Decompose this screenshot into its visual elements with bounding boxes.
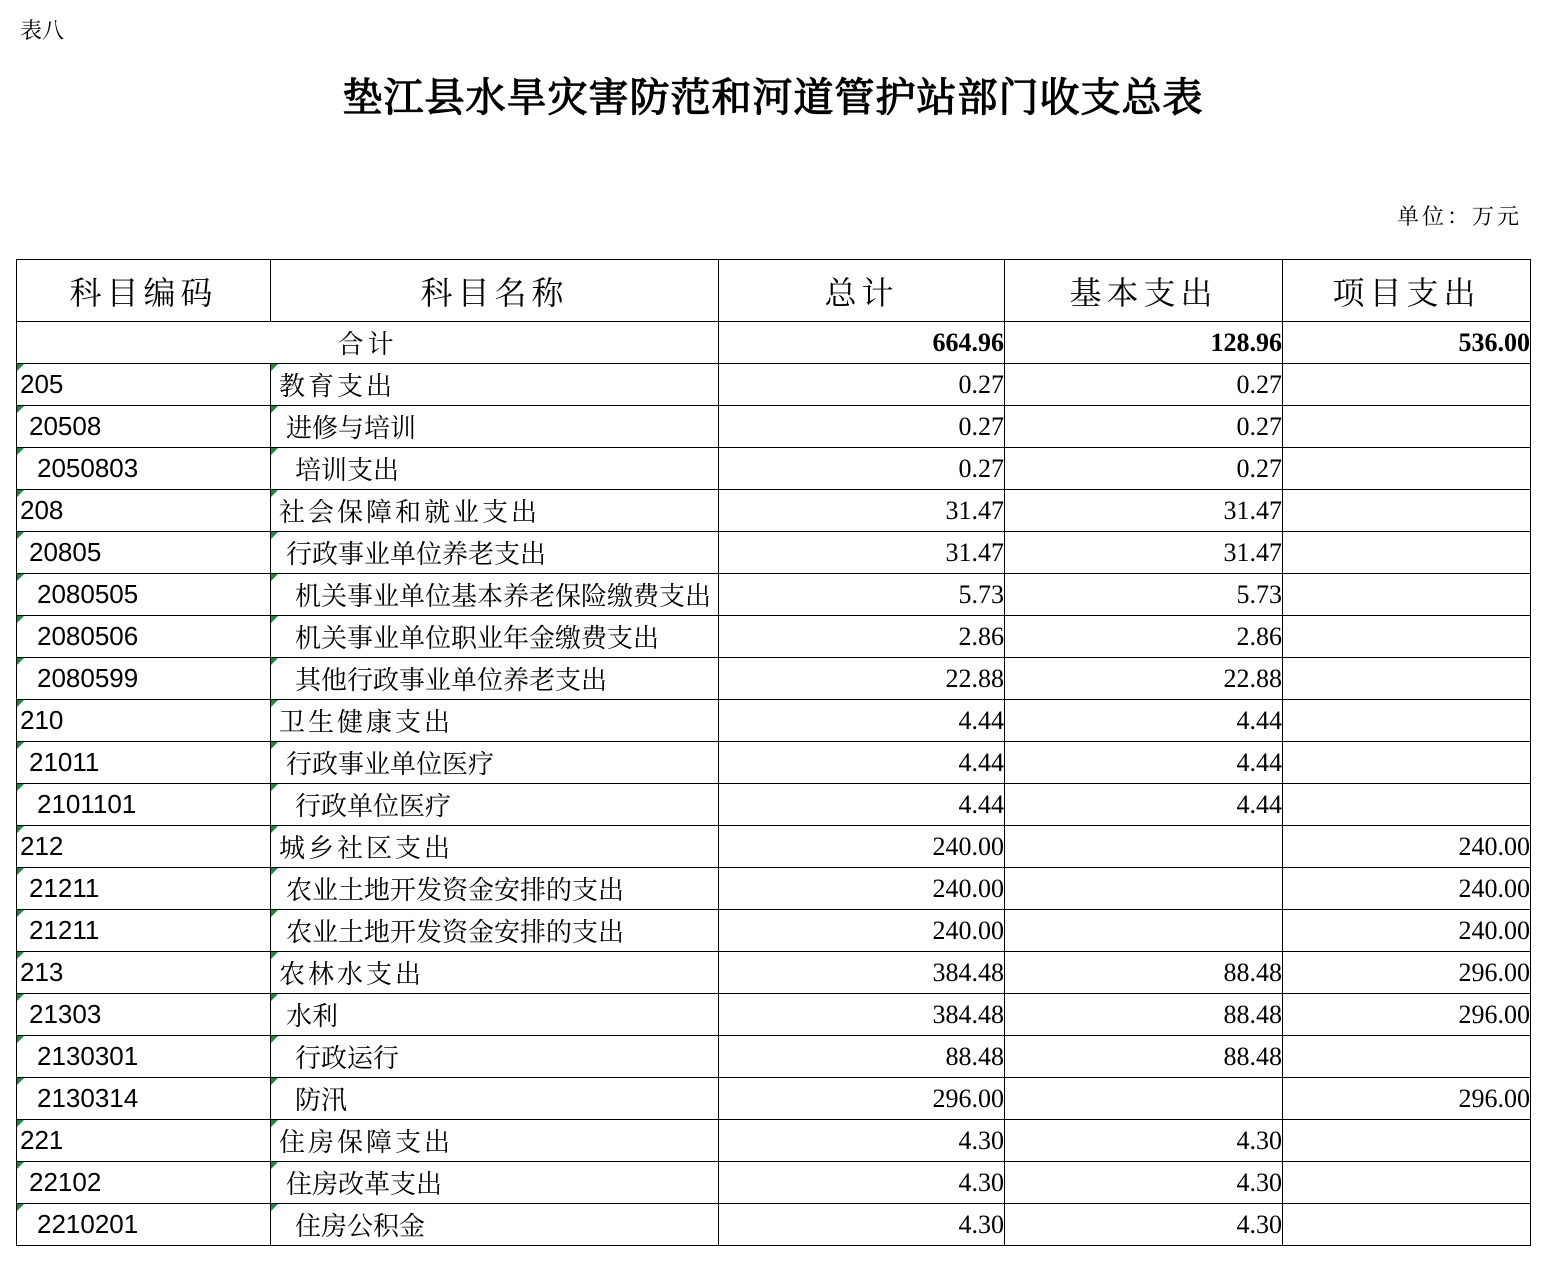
- basic-expenditure-cell: 0.27: [1005, 448, 1283, 490]
- table-row: [17, 448, 1531, 490]
- basic-expenditure-cell: 88.48: [1005, 1036, 1283, 1078]
- total-cell: 4.44: [719, 784, 1005, 826]
- project-expenditure-cell: [1283, 364, 1531, 406]
- project-expenditure-cell: 296.00: [1283, 994, 1531, 1036]
- basic-expenditure-cell: 2.86: [1005, 616, 1283, 658]
- basic-expenditure-cell: [1005, 826, 1283, 868]
- subject-code-cell: 2130301: [17, 1036, 271, 1078]
- subject-code-cell: 205: [17, 364, 271, 406]
- unit-label: 单位：万元: [1396, 205, 1522, 230]
- subject-code-cell: 21211: [17, 910, 271, 952]
- table-row: [17, 952, 1531, 994]
- table-row: [17, 700, 1531, 742]
- project-expenditure-cell: [1283, 1204, 1531, 1246]
- basic-expenditure-cell: 31.47: [1005, 532, 1283, 574]
- basic-expenditure-cell: 4.44: [1005, 784, 1283, 826]
- project-expenditure-cell: [1283, 1162, 1531, 1204]
- subject-name-cell: 行政事业单位养老支出: [271, 532, 719, 574]
- total-cell: 88.48: [719, 1036, 1005, 1078]
- project-expenditure-cell: [1283, 1036, 1531, 1078]
- subject-name-cell: 行政运行: [271, 1036, 719, 1078]
- project-expenditure-cell: 240.00: [1283, 868, 1531, 910]
- subject-code-cell: 22102: [17, 1162, 271, 1204]
- table-row: [17, 994, 1531, 1036]
- project-expenditure-cell: 296.00: [1283, 1078, 1531, 1120]
- total-cell: 4.44: [719, 742, 1005, 784]
- column-header-basic: 基本支出: [1005, 260, 1283, 322]
- subject-name-cell: 其他行政事业单位养老支出: [271, 658, 719, 700]
- subject-name-cell: 农业土地开发资金安排的支出: [271, 868, 719, 910]
- budget-table: [16, 259, 1531, 1246]
- basic-expenditure-cell: 4.30: [1005, 1120, 1283, 1162]
- project-expenditure-cell: [1283, 448, 1531, 490]
- subject-name-cell: 行政事业单位医疗: [271, 742, 719, 784]
- total-cell: 4.30: [719, 1204, 1005, 1246]
- total-total-cell: 664.96: [719, 322, 1005, 364]
- subject-code-cell: 2130314: [17, 1078, 271, 1120]
- column-header-project: 项目支出: [1283, 260, 1531, 322]
- total-label: 合计: [17, 322, 719, 364]
- subject-name-cell: 防汛: [271, 1078, 719, 1120]
- subject-name-cell: 水利: [271, 994, 719, 1036]
- basic-expenditure-cell: [1005, 868, 1283, 910]
- project-expenditure-cell: [1283, 616, 1531, 658]
- subject-name-cell: 住房改革支出: [271, 1162, 719, 1204]
- total-cell: 296.00: [719, 1078, 1005, 1120]
- basic-expenditure-cell: 0.27: [1005, 406, 1283, 448]
- project-expenditure-cell: [1283, 742, 1531, 784]
- total-cell: 31.47: [719, 532, 1005, 574]
- subject-code-cell: 21011: [17, 742, 271, 784]
- total-cell: 240.00: [719, 910, 1005, 952]
- total-cell: 240.00: [719, 868, 1005, 910]
- basic-expenditure-cell: [1005, 1078, 1283, 1120]
- table-row: [17, 868, 1531, 910]
- header-row: [17, 260, 1531, 322]
- table-row: [17, 658, 1531, 700]
- subject-name-cell: 行政单位医疗: [271, 784, 719, 826]
- project-expenditure-cell: [1283, 574, 1531, 616]
- project-expenditure-cell: [1283, 784, 1531, 826]
- table-row: [17, 490, 1531, 532]
- subject-code-cell: 21303: [17, 994, 271, 1036]
- table-row: [17, 616, 1531, 658]
- column-header-code: 科目编码: [17, 260, 271, 322]
- total-row: [17, 322, 1531, 364]
- subject-name-cell: 卫生健康支出: [271, 700, 719, 742]
- project-expenditure-cell: [1283, 700, 1531, 742]
- subject-code-cell: 210: [17, 700, 271, 742]
- project-expenditure-cell: [1283, 1120, 1531, 1162]
- basic-expenditure-cell: 4.44: [1005, 700, 1283, 742]
- subject-name-cell: 农林水支出: [271, 952, 719, 994]
- subject-code-cell: 2080599: [17, 658, 271, 700]
- subject-name-cell: 培训支出: [271, 448, 719, 490]
- project-expenditure-cell: 240.00: [1283, 826, 1531, 868]
- subject-code-cell: 21211: [17, 868, 271, 910]
- table-row: [17, 1036, 1531, 1078]
- subject-name-cell: 机关事业单位职业年金缴费支出: [271, 616, 719, 658]
- project-expenditure-cell: 240.00: [1283, 910, 1531, 952]
- total-cell: 4.30: [719, 1120, 1005, 1162]
- table-row: [17, 910, 1531, 952]
- total-cell: 2.86: [719, 616, 1005, 658]
- project-expenditure-cell: [1283, 406, 1531, 448]
- total-cell: 384.48: [719, 994, 1005, 1036]
- total-cell: 384.48: [719, 952, 1005, 994]
- subject-code-cell: 208: [17, 490, 271, 532]
- subject-name-cell: 住房公积金: [271, 1204, 719, 1246]
- total-cell: 0.27: [719, 448, 1005, 490]
- subject-code-cell: 2101101: [17, 784, 271, 826]
- subject-name-cell: 社会保障和就业支出: [271, 490, 719, 532]
- basic-expenditure-cell: 31.47: [1005, 490, 1283, 532]
- subject-name-cell: 农业土地开发资金安排的支出: [271, 910, 719, 952]
- total-cell: 5.73: [719, 574, 1005, 616]
- table-row: [17, 364, 1531, 406]
- total-cell: 22.88: [719, 658, 1005, 700]
- subject-name-cell: 住房保障支出: [271, 1120, 719, 1162]
- basic-expenditure-cell: 0.27: [1005, 364, 1283, 406]
- table-row: [17, 1078, 1531, 1120]
- subject-code-cell: 2050803: [17, 448, 271, 490]
- subject-code-cell: 2080506: [17, 616, 271, 658]
- subject-code-cell: 221: [17, 1120, 271, 1162]
- subject-code-cell: 2080505: [17, 574, 271, 616]
- project-expenditure-cell: [1283, 490, 1531, 532]
- subject-code-cell: 213: [17, 952, 271, 994]
- total-basic-cell: 128.96: [1005, 322, 1283, 364]
- total-cell: 0.27: [719, 406, 1005, 448]
- table-row: [17, 574, 1531, 616]
- column-header-name: 科目名称: [271, 260, 719, 322]
- table-row: [17, 826, 1531, 868]
- table-row: [17, 742, 1531, 784]
- table-row: [17, 1120, 1531, 1162]
- table-row: [17, 784, 1531, 826]
- basic-expenditure-cell: 4.44: [1005, 742, 1283, 784]
- subject-name-cell: 教育支出: [271, 364, 719, 406]
- total-cell: 31.47: [719, 490, 1005, 532]
- subject-code-cell: 212: [17, 826, 271, 868]
- project-expenditure-cell: [1283, 532, 1531, 574]
- subject-code-cell: 2210201: [17, 1204, 271, 1246]
- table-number-label: 表八: [20, 19, 65, 44]
- basic-expenditure-cell: 88.48: [1005, 952, 1283, 994]
- subject-code-cell: 20805: [17, 532, 271, 574]
- project-expenditure-cell: [1283, 658, 1531, 700]
- basic-expenditure-cell: 4.30: [1005, 1162, 1283, 1204]
- table-row: [17, 406, 1531, 448]
- subject-name-cell: 进修与培训: [271, 406, 719, 448]
- page-title: 垫江县水旱灾害防范和河道管护站部门收支总表: [342, 74, 1204, 121]
- column-header-total: 总计: [719, 260, 1005, 322]
- table-row: [17, 532, 1531, 574]
- basic-expenditure-cell: 22.88: [1005, 658, 1283, 700]
- subject-code-cell: 20508: [17, 406, 271, 448]
- total-cell: 0.27: [719, 364, 1005, 406]
- table-row: [17, 1204, 1531, 1246]
- table-row: [17, 1162, 1531, 1204]
- total-cell: 4.44: [719, 700, 1005, 742]
- basic-expenditure-cell: 5.73: [1005, 574, 1283, 616]
- total-cell: 4.30: [719, 1162, 1005, 1204]
- table-body: [17, 322, 1531, 1246]
- basic-expenditure-cell: 4.30: [1005, 1204, 1283, 1246]
- basic-expenditure-cell: [1005, 910, 1283, 952]
- basic-expenditure-cell: 88.48: [1005, 994, 1283, 1036]
- total-project-cell: 536.00: [1283, 322, 1531, 364]
- total-cell: 240.00: [719, 826, 1005, 868]
- subject-name-cell: 机关事业单位基本养老保险缴费支出: [271, 574, 719, 616]
- project-expenditure-cell: 296.00: [1283, 952, 1531, 994]
- subject-name-cell: 城乡社区支出: [271, 826, 719, 868]
